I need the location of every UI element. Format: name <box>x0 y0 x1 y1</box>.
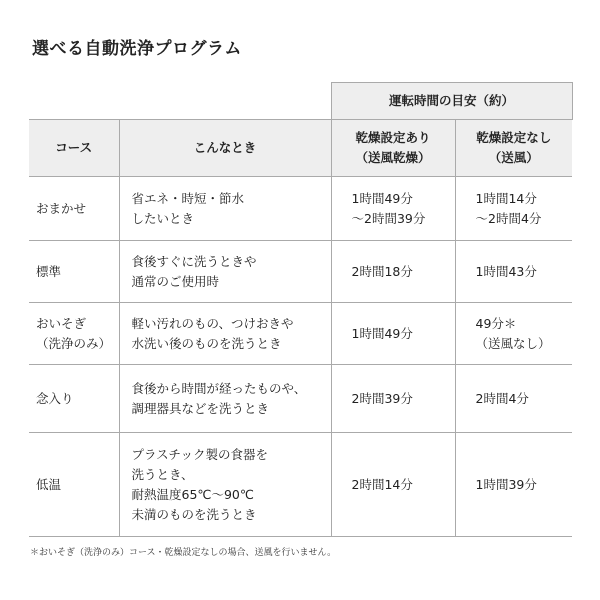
course-cell: 低温 <box>29 433 119 537</box>
dry-on-cell: 1時間49分 <box>331 303 455 365</box>
header-when: こんなとき <box>119 120 331 177</box>
group-header-operating-time: 運転時間の目安（約） <box>331 83 572 120</box>
dry-on-cell: 2時間18分 <box>331 241 455 303</box>
program-table <box>29 82 573 537</box>
table-row <box>29 433 572 537</box>
table-row <box>29 177 572 241</box>
when-cell: 食後すぐに洗うときや 通常のご使用時 <box>119 241 331 303</box>
dry-off-cell: 2時間4分 <box>455 365 572 433</box>
dry-off-cell: 1時間43分 <box>455 241 572 303</box>
course-cell: おまかせ <box>29 177 119 241</box>
course-cell: 念入り <box>29 365 119 433</box>
dry-off-cell: 1時間14分 ～2時間4分 <box>455 177 572 241</box>
header-course: コース <box>29 120 119 177</box>
when-cell: 食後から時間が経ったものや、 調理器具などを洗うとき <box>119 365 331 433</box>
course-cell: 標準 <box>29 241 119 303</box>
header-dry-off: 乾燥設定なし （送風） <box>455 120 572 177</box>
when-cell: プラスチック製の食器を 洗うとき、 耐熱温度65℃～90℃ 未満のものを洗うとき <box>119 433 331 537</box>
page-title: 選べる自動洗浄プログラム <box>32 39 242 59</box>
dry-off-cell: 49分＊ （送風なし） <box>455 303 572 365</box>
course-cell: おいそぎ （洗浄のみ） <box>29 303 119 365</box>
table-row <box>29 303 572 365</box>
when-cell: 省エネ・時短・節水 したいとき <box>119 177 331 241</box>
header-dry-on: 乾燥設定あり （送風乾燥） <box>331 120 455 177</box>
dry-off-cell: 1時間39分 <box>455 433 572 537</box>
dry-on-cell: 2時間14分 <box>331 433 455 537</box>
table-corner-blank <box>29 83 331 120</box>
table-row <box>29 365 572 433</box>
dry-on-cell: 2時間39分 <box>331 365 455 433</box>
table-row <box>29 241 572 303</box>
when-cell: 軽い汚れのもの、つけおきや 水洗い後のものを洗うとき <box>119 303 331 365</box>
footnote: ＊おいそぎ（洗浄のみ）コース・乾燥設定なしの場合、送風を行いません。 <box>30 548 337 558</box>
dry-on-cell: 1時間49分 ～2時間39分 <box>331 177 455 241</box>
